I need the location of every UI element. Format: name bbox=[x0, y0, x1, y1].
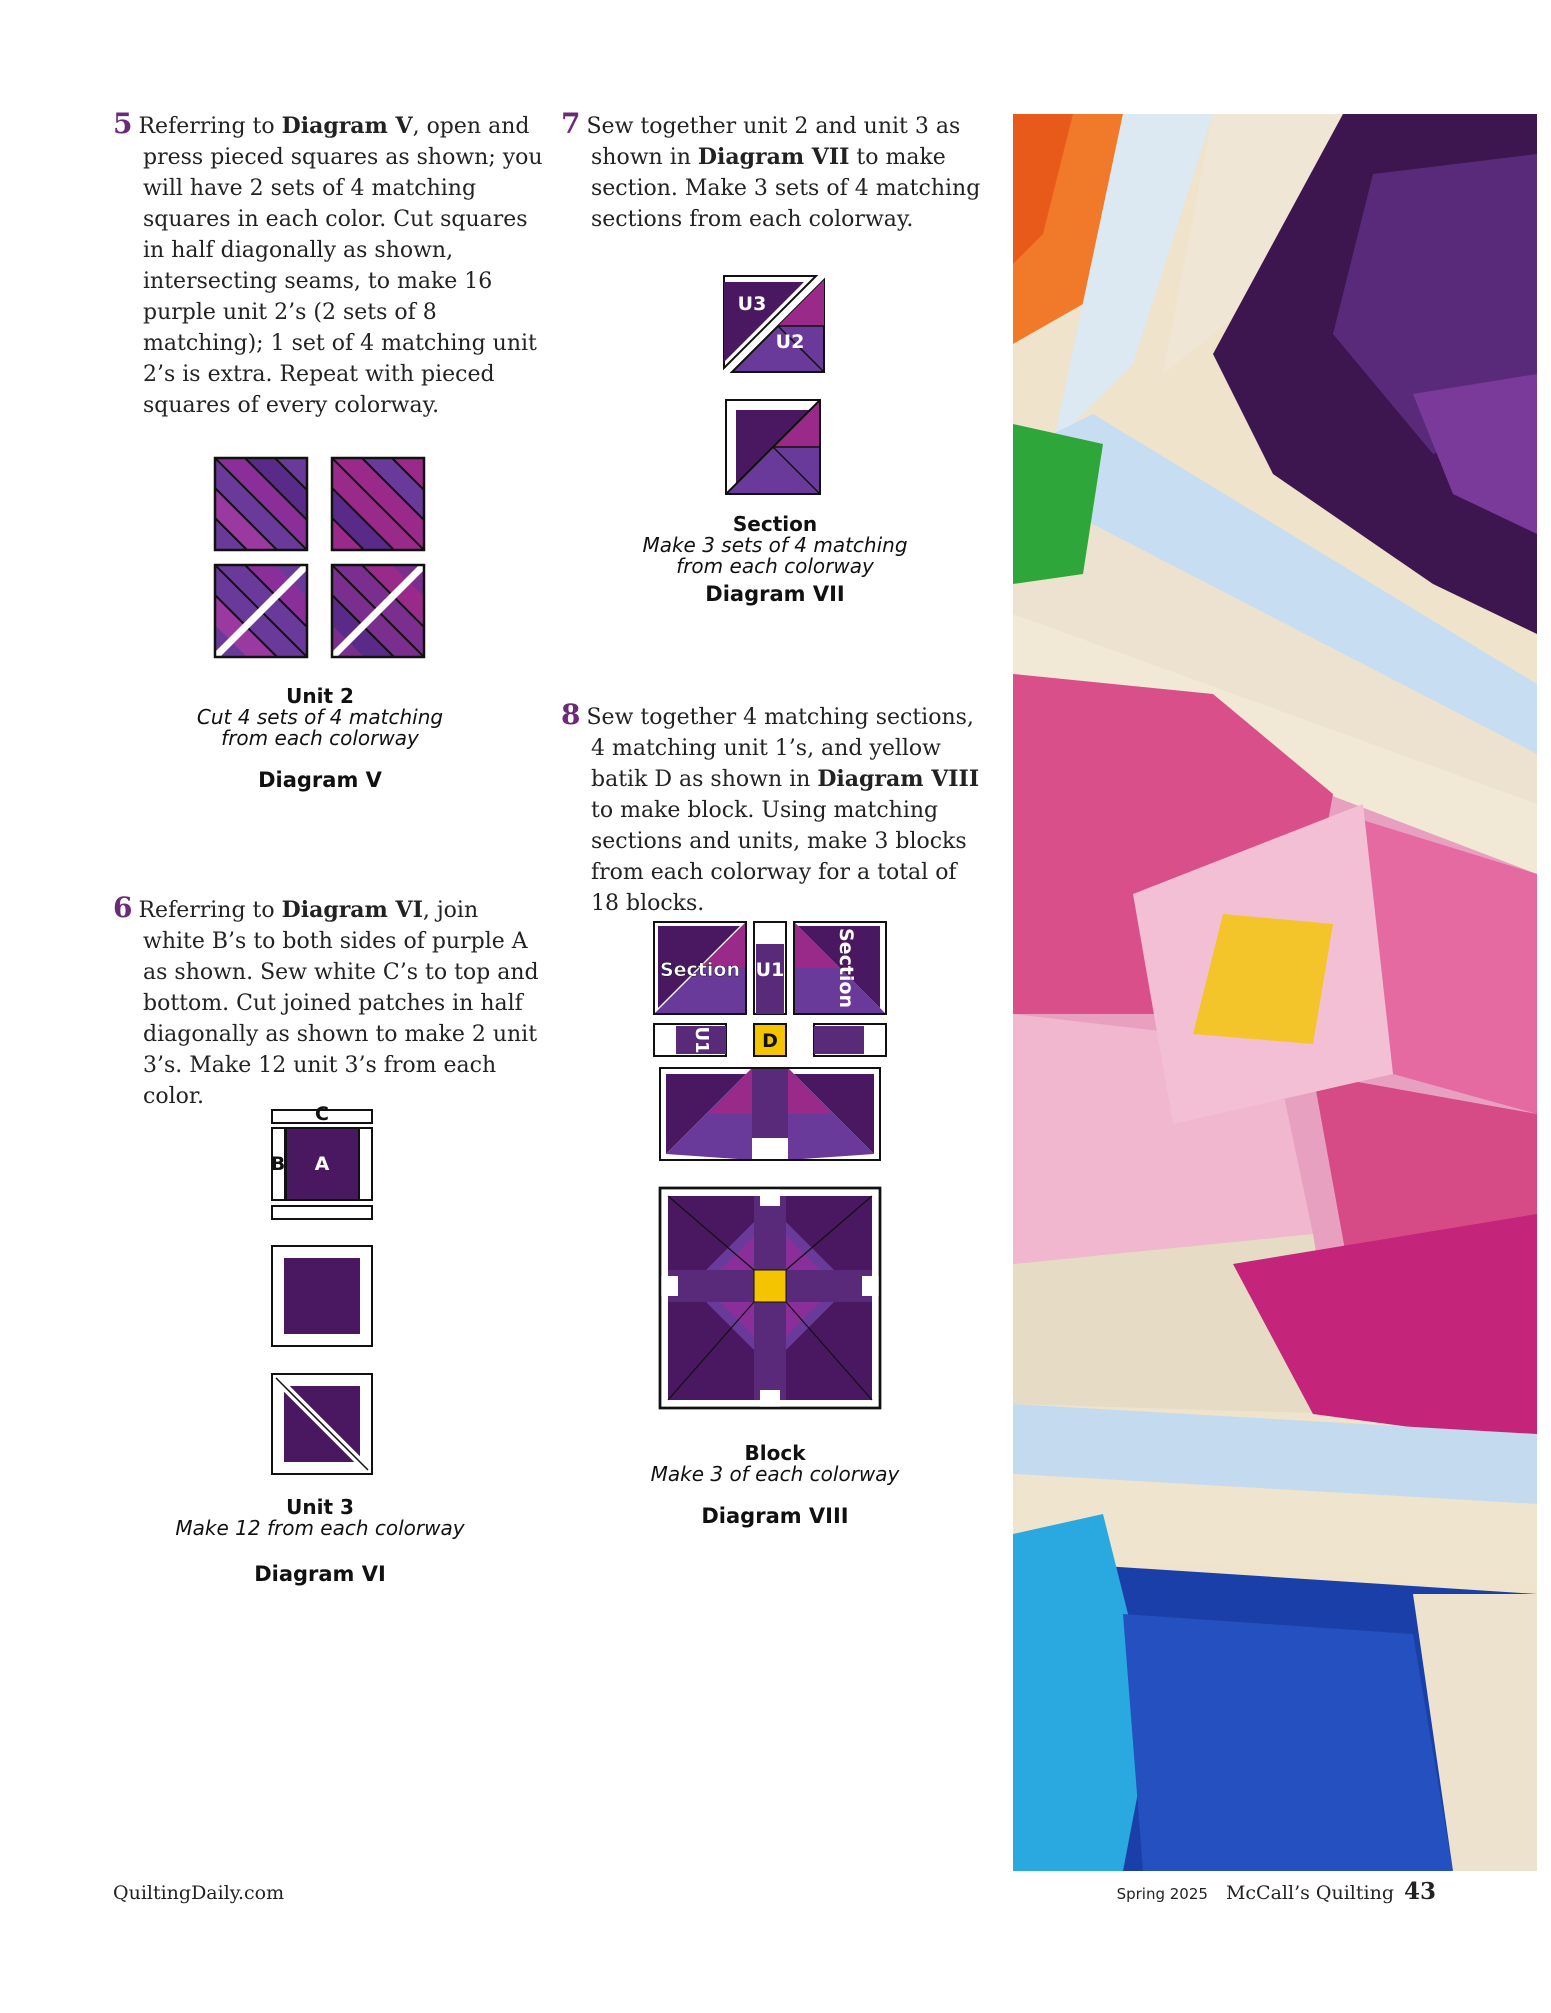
step-number: 6 bbox=[113, 891, 133, 924]
diagram-vi-caption: Unit 3 Make 12 from each colorway bbox=[175, 1495, 465, 1540]
diagram-viii-figure bbox=[652, 920, 892, 1430]
diagram-vi-figure bbox=[268, 1103, 378, 1486]
diagram-vi-title: Diagram VI bbox=[254, 1562, 386, 1586]
patch-c-bottom bbox=[272, 1206, 372, 1219]
quilt-photo bbox=[1013, 114, 1537, 1871]
diagram-viii-title: Diagram VIII bbox=[701, 1504, 849, 1528]
diagram-v-title: Diagram V bbox=[258, 768, 382, 792]
label-u2: U2 bbox=[775, 331, 805, 353]
label-u1-mid: U1 bbox=[691, 1026, 712, 1054]
diagram-reference: Diagram VII bbox=[697, 144, 850, 170]
step-number: 5 bbox=[113, 107, 133, 140]
diagram-vii-figure bbox=[720, 272, 830, 497]
finished-block bbox=[660, 1188, 880, 1408]
label-d: D bbox=[762, 1030, 778, 1052]
diagram-reference: Diagram VI bbox=[281, 897, 423, 923]
label-section-left: Section bbox=[659, 959, 741, 981]
diagram-vii-title: Diagram VII bbox=[705, 582, 845, 606]
footer-season: Spring 2025 bbox=[1116, 1885, 1208, 1903]
quilt-photo-art bbox=[1013, 114, 1537, 1871]
diagram-reference: Diagram V bbox=[281, 113, 413, 139]
footer-website: QuiltingDaily.com bbox=[113, 1882, 285, 1904]
page-number: 43 bbox=[1403, 1878, 1436, 1905]
label-b: B bbox=[270, 1153, 286, 1175]
pieced-square bbox=[332, 458, 424, 550]
pieced-square bbox=[215, 458, 307, 550]
diagram-vii-caption: Section Make 3 sets of 4 matching from each colorway bbox=[642, 512, 908, 578]
cut-square bbox=[215, 565, 307, 657]
label-section-right: Section bbox=[835, 927, 857, 1009]
step-8: 8 Sew together 4 matching sections, 4 matching unit 1’s, and yellow batik D as shown in Diagram VIII to make block. Using matching sections and units, make 3 blocks from each colorway for a total of 18 blocks. bbox=[561, 698, 980, 916]
diagram-viii-caption: Block Make 3 of each colorway bbox=[650, 1441, 900, 1486]
diagram-v-caption: Unit 2 Cut 4 sets of 4 matching from each colorway bbox=[196, 684, 444, 750]
step-number: 8 bbox=[561, 698, 581, 731]
label-c: C bbox=[315, 1103, 329, 1125]
step-5: 5 Referring to Diagram V, open and press pieced squares as shown; you will have 2 sets of 4 matching squares in each color. Cut squares in half diagonally as shown, intersecting seams, to make 16 purple unit 2’s (2 sets of 8 matching); 1 set of 4 matching unit 2’s is extra. Repeat with pieced squares of every colorway. bbox=[113, 107, 543, 418]
label-u3: U3 bbox=[737, 293, 767, 315]
footer-magazine: McCall’s Quilting bbox=[1225, 1882, 1394, 1904]
step-6: 6 Referring to Diagram VI, join white B’s to both sides of purple A as shown. Sew white C’s to top and bottom. Cut joined patches in half diagonally as shown to make 2 unit 3’s. Make 12 unit 3’s from each color. bbox=[113, 891, 539, 1109]
step-number: 7 bbox=[561, 107, 581, 140]
step-7: 7 Sew together unit 2 and unit 3 as shown in Diagram VII to make section. Make 3 sets of 4 matching sections from each colorway. bbox=[561, 107, 981, 232]
diagram-v-figure bbox=[210, 455, 430, 665]
footer-issue bbox=[1117, 1878, 1436, 1905]
patch-b-right bbox=[359, 1128, 372, 1200]
diagram-reference: Diagram VIII bbox=[817, 766, 980, 792]
label-a: A bbox=[314, 1153, 330, 1175]
label-u1-top: U1 bbox=[755, 959, 785, 981]
cut-square bbox=[332, 565, 424, 657]
